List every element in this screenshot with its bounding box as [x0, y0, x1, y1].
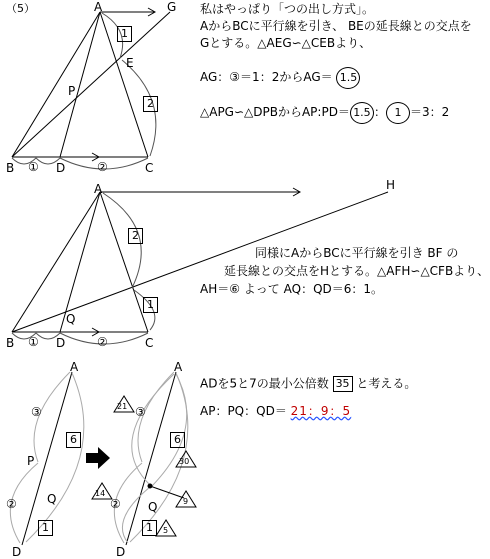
fig3-left-label-q: Q — [47, 492, 57, 506]
s1-ag-text: AG：③＝1：2からAG＝ — [200, 70, 333, 84]
fig1-box-1: 1 — [117, 26, 132, 42]
fig2-label-b: B — [6, 336, 15, 350]
triangle-9: 9 — [183, 497, 189, 506]
fig2-label-q: Q — [66, 312, 76, 326]
fig3-left-circled-3: ③ — [31, 405, 42, 419]
fig3-left-label-p: P — [27, 454, 35, 468]
fig1-label-a: A — [94, 0, 103, 14]
triangle-21: 21 — [117, 402, 128, 411]
s2-line1: 同様にAからBCに平行線を引き BF の — [255, 246, 459, 260]
fig1-circled-1: ① — [28, 160, 39, 174]
s3-line1-text: ADを5と7の最小公倍数 — [200, 376, 329, 391]
fig1-label-c: C — [145, 161, 154, 175]
s1-ap-b: 1 — [386, 102, 410, 124]
fig2-label-c: C — [145, 336, 154, 350]
s3-line1-post: と考える。 — [356, 376, 417, 391]
fig3-left-label-d: D — [12, 545, 22, 559]
triangle-14: 14 — [95, 489, 106, 498]
s2-line3: AH＝⑥ よって AQ：QD＝6：1。 — [200, 282, 384, 296]
fig2-circled-2: ② — [97, 335, 108, 349]
fig2-label-h: H — [386, 178, 396, 192]
fig2-label-a: A — [94, 182, 103, 196]
fig3-left-label-a: A — [70, 360, 79, 374]
s1-line1: 私はやっぱり「つの出し方式」。 — [200, 2, 375, 16]
s3-ratio-answer: 21：9：5 — [290, 404, 352, 418]
fig1-label-e: E — [126, 56, 134, 70]
fig2-label-d: D — [56, 336, 66, 350]
s1-ap-result: ＝3：2 — [409, 105, 450, 119]
fig3-left-box-6: 6 — [66, 432, 81, 448]
figure-1-lines — [12, 8, 170, 161]
fig3-right-box-1: 1 — [142, 520, 157, 536]
fig1-label-g: G — [167, 0, 177, 14]
s1-ap-colon: ： — [373, 105, 386, 119]
s3-line2 — [200, 404, 351, 418]
fig2-box-1: 1 — [143, 297, 158, 313]
s1-line2: AからBCに平行線を引き、 BEの延長線との交点を — [200, 19, 472, 33]
fig1-label-b: B — [6, 161, 15, 175]
fig3-right-label-q: Q — [148, 500, 158, 514]
s1-ag-value: 1.5 — [336, 67, 360, 89]
s3-lcm-box: 35 — [333, 376, 353, 392]
s3-line2-text: AP：PQ：QD＝ — [200, 404, 287, 418]
fig1-circled-2: ② — [97, 160, 108, 174]
figure-2-arcs — [12, 193, 155, 344]
fig3-right-label-a: A — [174, 360, 183, 374]
fig3-right-box-6: 6 — [170, 432, 185, 448]
s1-ag-line — [200, 66, 360, 89]
fig1-label-d: D — [56, 161, 66, 175]
s2-line2: 延長線との交点をHとする。△AFH∽△CFBより、 — [224, 264, 490, 278]
fig3-right-circled-2: ② — [110, 497, 121, 511]
problem-number: （5） — [6, 2, 35, 15]
s1-line3: Gとする。△AEG∽△CEBより、 — [200, 36, 372, 50]
thick-arrow — [86, 447, 110, 469]
s1-ap-line — [200, 101, 449, 124]
fig3-right-circled-3: ③ — [135, 405, 146, 419]
fig1-label-p: P — [68, 84, 76, 98]
fig3-right-label-d: D — [116, 545, 126, 559]
s1-ap-text: △APG∽△DPBからAP:PD＝ — [200, 105, 350, 119]
fig1-box-2: 2 — [143, 96, 158, 112]
s3-line1 — [200, 376, 416, 392]
triangle-30: 30 — [179, 457, 190, 466]
triangle-5: 5 — [163, 526, 169, 535]
fig2-circled-1: ① — [28, 335, 39, 349]
fig2-box-2: 2 — [128, 228, 143, 244]
s1-ap-a: 1.5 — [350, 102, 374, 124]
fig3-left-box-1: 1 — [38, 520, 53, 536]
fig3-left-circled-2: ② — [6, 497, 17, 511]
